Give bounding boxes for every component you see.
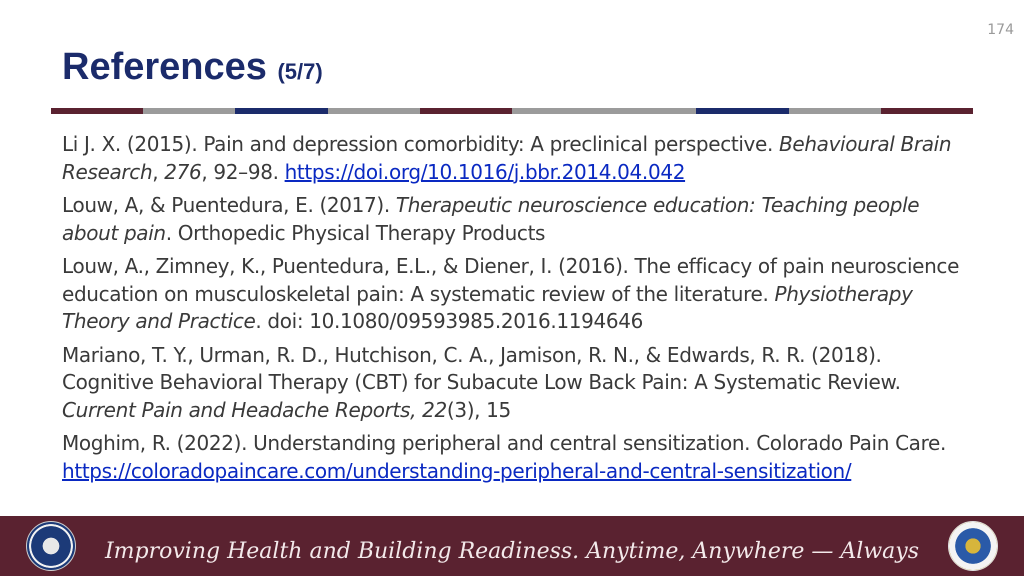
reference-text: . doi: 10.1080/09593985.2016.1194646 (255, 309, 644, 333)
title-suffix: (5/7) (277, 59, 323, 84)
defense-health-agency-seal-icon (948, 521, 998, 571)
stripe-segment (881, 108, 973, 114)
slide-number: 174 (987, 22, 1014, 38)
stripe-segment (512, 108, 604, 114)
title-divider-stripe (51, 108, 973, 114)
reference-item (62, 430, 972, 485)
reference-item (62, 192, 972, 247)
footer-bar (0, 516, 1024, 576)
reference-link[interactable]: https://doi.org/10.1016/j.bbr.2014.04.042 (284, 159, 686, 184)
stripe-segment (420, 108, 512, 114)
reference-text: , (152, 159, 165, 184)
reference-volume: 276 (164, 159, 202, 184)
stripe-segment (235, 108, 327, 114)
reference-item (62, 131, 972, 186)
stripe-segment (604, 108, 696, 114)
footer-tagline: Improving Health and Building Readiness. Anytime, Anywhere — Always (104, 539, 920, 564)
title-text: References (62, 46, 267, 88)
reference-text: Moghim, R. (2022). Understanding peripheral and central sensitization. Colorado Pain Care. (62, 431, 946, 455)
reference-text: , 92–98. (201, 159, 285, 184)
reference-item (62, 253, 972, 336)
reference-text: Louw, A, & Puentedura, E. (2017). (62, 193, 396, 217)
stripe-segment (328, 108, 420, 114)
reference-link[interactable]: https://coloradopaincare.com/understanding-peripheral-and-central-sensitization/ (62, 458, 852, 483)
reference-text: Li J. X. (2015). Pain and depression comorbidity: A preclinical perspective. (62, 132, 780, 156)
reference-journal: Behavioural Brain Research (62, 132, 952, 184)
reference-journal: Physiotherapy Theory and Practice (62, 281, 913, 333)
reference-journal: Current Pain and Headache Reports, 22 (62, 397, 447, 422)
page-title (62, 46, 323, 89)
references-list (62, 131, 972, 491)
reference-text: Louw, A., Zimney, K., Puentedura, E.L., & Diener, I. (2016). The efficacy of pain neuroscience education on musculoskeletal pain: A systematic review of the literature. (62, 254, 960, 306)
reference-title: Therapeutic neuroscience education: Teaching people about pain (62, 193, 920, 245)
stripe-segment (143, 108, 235, 114)
reference-text: Mariano, T. Y., Urman, R. D., Hutchison, C. A., Jamison, R. N., & Edwards, R. R. (2018). Cognitive Behavioral Therapy (CBT) for Subacute Low Back Pain: A Systematic Review. (62, 342, 901, 394)
reference-text: (3), 15 (446, 397, 511, 422)
reference-item (62, 342, 972, 425)
stripe-segment (696, 108, 788, 114)
stripe-segment (789, 108, 881, 114)
stripe-segment (51, 108, 143, 114)
reference-text: . Orthopedic Physical Therapy Products (165, 220, 546, 245)
